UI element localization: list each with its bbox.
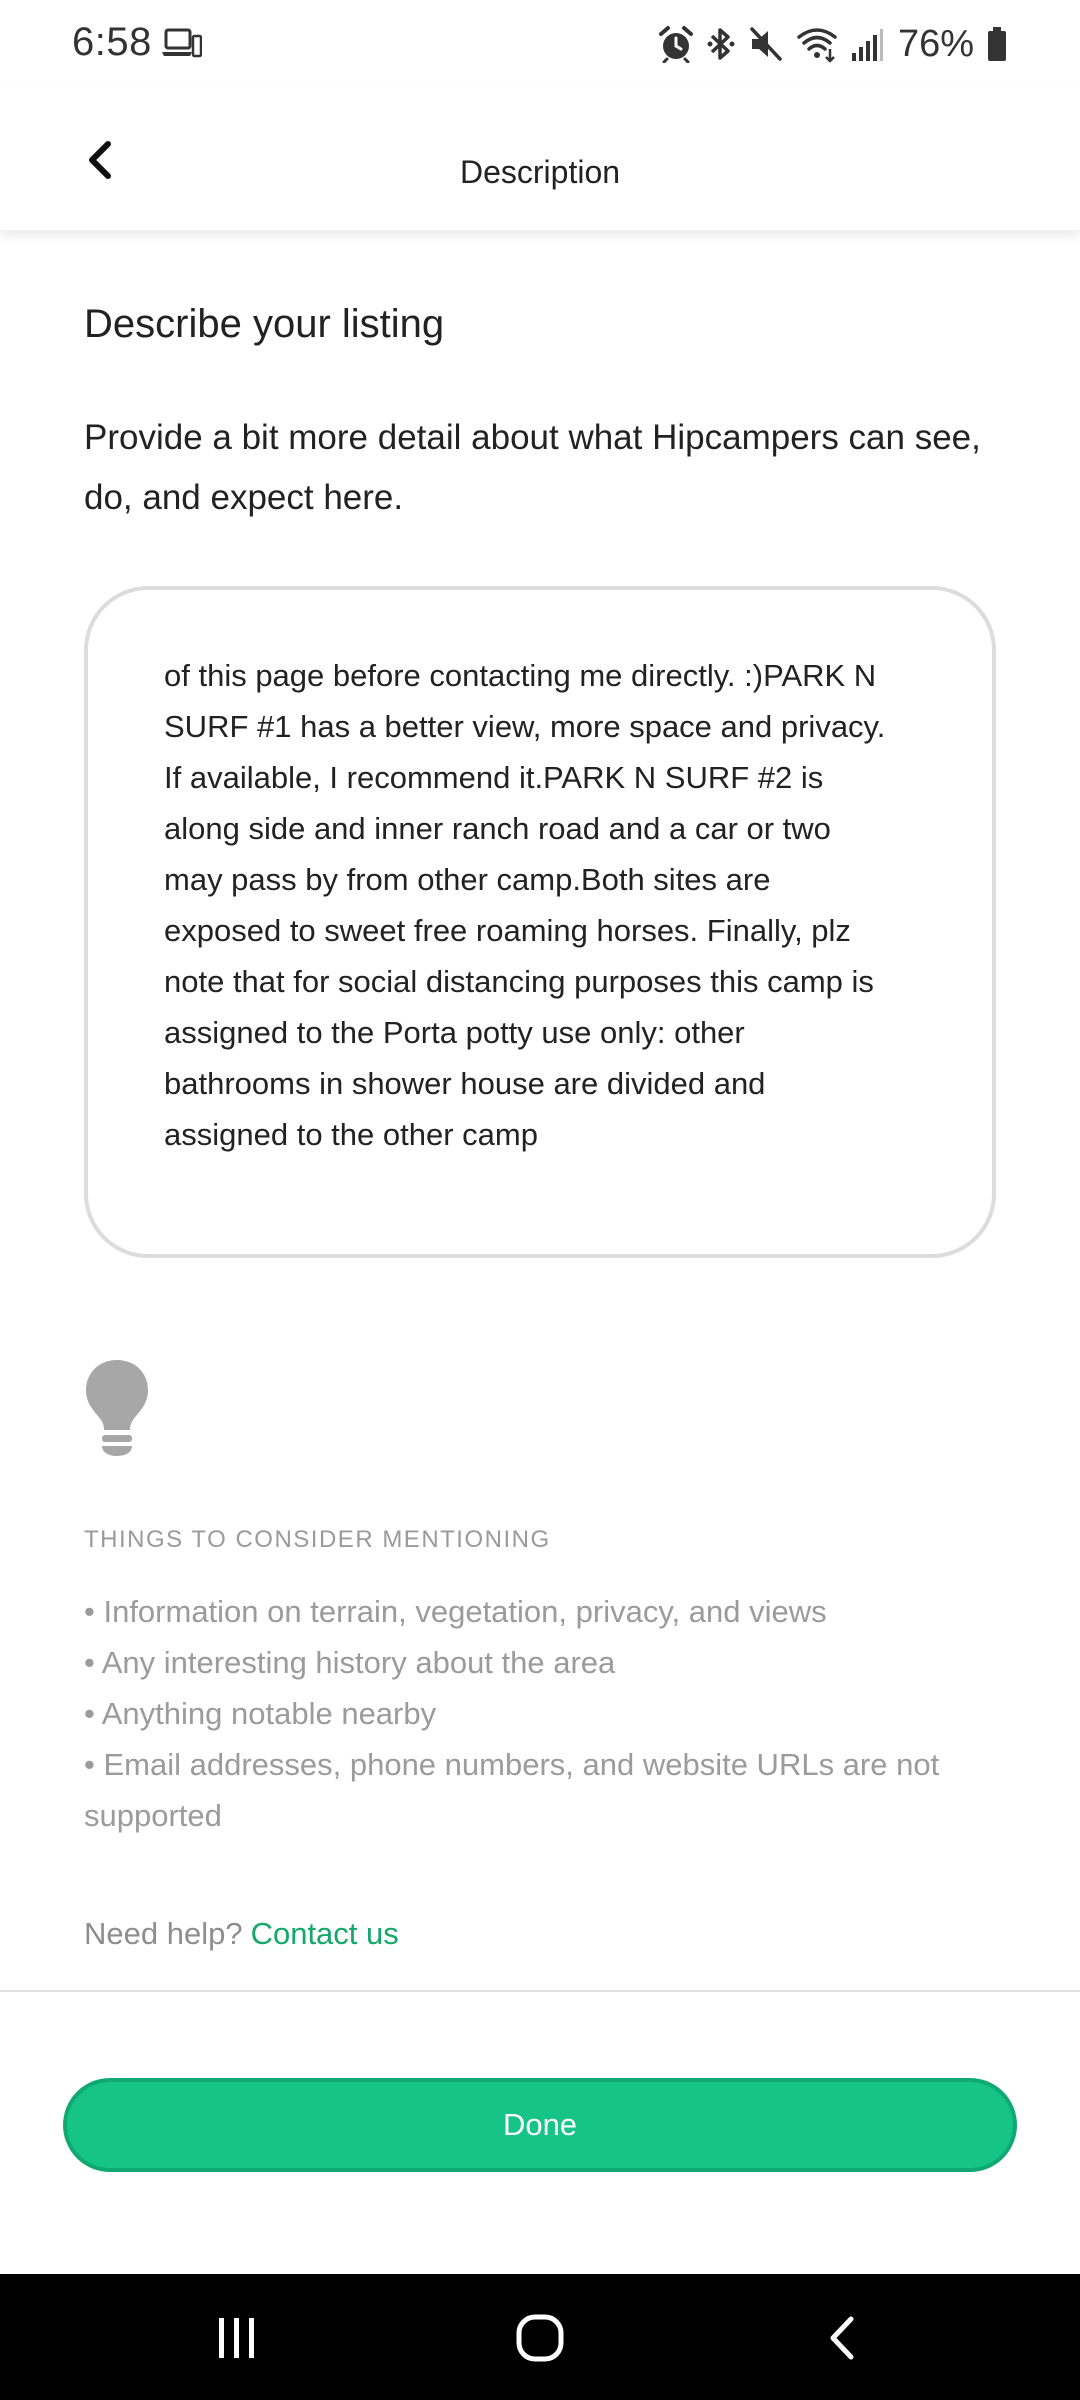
battery-icon: [986, 25, 1008, 63]
battery-percent: 76%: [897, 22, 974, 65]
home-button[interactable]: [500, 2310, 580, 2366]
help-line: [84, 1916, 399, 1952]
description-text[interactable]: of this page before contacting me directly. :)PARK N SURF #1 has a better view, more space and privacy. If available, I recommend it.PARK N SURF #2 is along side and inner ranch road and a car or two may pass by from other camp.Both sites are exposed to sweet free roaming horses. Finally, plz note that for social distancing purposes this camp is assigned to the Porta potty use only: other bathrooms in shower house are divided and assigned to the other camp: [164, 658, 886, 1152]
tip-item: • Information on terrain, vegetation, privacy, and views: [84, 1594, 827, 1629]
lightbulb-icon: [84, 1358, 150, 1458]
app-header: [0, 88, 1080, 230]
system-nav-bar: [0, 2274, 1080, 2400]
footer-divider: [0, 1990, 1080, 1992]
signal-icon: [850, 25, 884, 63]
status-time: 6:58: [72, 20, 152, 64]
tips-list: [84, 1586, 984, 1841]
tip-item: • Email addresses, phone numbers, and website URLs are not supported: [84, 1747, 940, 1833]
tip-item: • Any interesting history about the area: [84, 1645, 616, 1680]
recent-apps-button[interactable]: [197, 2310, 277, 2366]
section-title: Describe your listing: [84, 302, 445, 346]
bluetooth-icon: [706, 25, 736, 63]
home-icon: [515, 2313, 565, 2363]
done-button[interactable]: Done: [63, 2078, 1017, 2172]
status-icons: [658, 18, 1008, 70]
status-bar: [0, 0, 1080, 88]
tips-heading: THINGS TO CONSIDER MENTIONING: [84, 1526, 551, 1553]
system-back-button[interactable]: [802, 2310, 882, 2366]
alarm-icon: [658, 25, 694, 63]
laptop-icon: [162, 26, 202, 60]
page-title: Description: [459, 154, 621, 190]
back-arrow-icon: [827, 2315, 857, 2361]
recent-apps-icon: [215, 2316, 259, 2360]
description-textarea[interactable]: [84, 586, 996, 1258]
mute-icon: [748, 25, 784, 63]
contact-us-link[interactable]: Contact us: [250, 1916, 399, 1951]
tip-item: • Anything notable nearby: [84, 1696, 437, 1731]
main-content: [0, 230, 1080, 1990]
help-prefix: Need help?: [84, 1916, 243, 1951]
wifi-icon: [796, 25, 838, 63]
section-description: Provide a bit more detail about what Hipcampers can see, do, and expect here.: [84, 418, 981, 517]
